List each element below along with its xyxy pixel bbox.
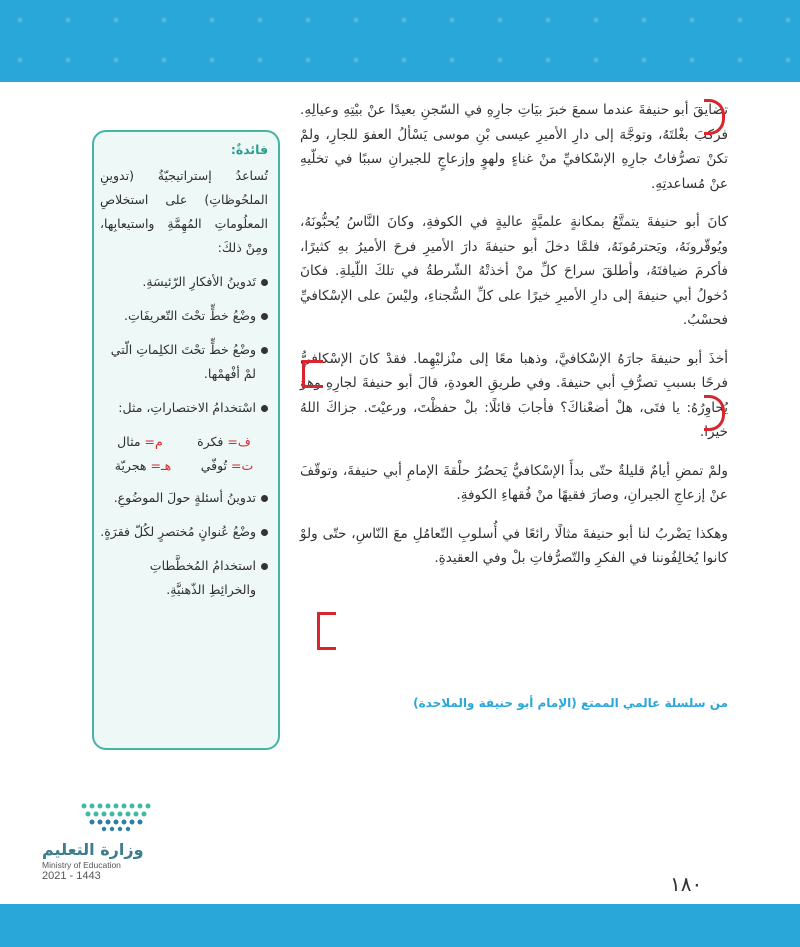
abbreviation xyxy=(115,454,171,478)
tip-item: تَدوينُ الأفكارِ الرّئيسَةِ. xyxy=(100,270,268,294)
tip-item: استخدامُ المُخطَّطاتِ والخرائِطِ الذّهنيَّةِ. xyxy=(100,554,268,602)
paragraph-4: ولمْ تمضِ أيامٌ قليلةٌ حتّى بدأَ الإسْكافيُّ يَحضُرُ حلْقةَ الإمامِ أبي حنيفةَ، وتوقّفَ عنْ إزعاجِ الجيرانِ، وصارَ فقيهًا منْ فُقهاءِ الكوفةِ. xyxy=(300,462,728,503)
tips-list xyxy=(100,270,268,602)
edition-years: 2021 - 1443 xyxy=(42,870,101,882)
abbreviations-examples xyxy=(100,430,268,478)
sidebar-intro: تُساعدُ إستراتيجيّةُ (تدوينِ الملحُوظاتِ) على استخلاصِ المعلُوماتِ المُهِمَّةِ واستيعابِها، ومِنْ ذلكَ: xyxy=(100,168,268,255)
abbreviation-row xyxy=(100,430,268,454)
ministry-logo-icon xyxy=(78,800,158,832)
abbreviation xyxy=(201,454,254,478)
bottom-footer-band xyxy=(0,904,800,947)
page-number: ١٨٠ xyxy=(670,872,703,896)
abbreviation-key: ت= xyxy=(231,458,254,473)
abbreviation-value: تُوفّي xyxy=(200,458,228,473)
story-text xyxy=(300,98,728,585)
top-header-band xyxy=(0,0,800,82)
ministry-logo xyxy=(30,800,170,890)
paragraph-1: تضايقَ أبو حنيفةَ عندما سمعَ خبرَ بيَاتِ جارِهِ في السّجنِ بعيدًا عنْ بيْتِهِ وعيالِهِ. فركبَ بغْلتَهُ، وتوجَّهَ إلى دارِ الأميرِ عيسى بْنِ موسى يَسْألُ العفوَ للجارِ، ولمْ تكنْ تصرُّفاتُ جارِهِ الإسْكافيِّ منْ غناءٍ ولهوٍ وإزعاجٍ للجيرانِ سببًا في تخلّيهِ عنْ مُساعدتِهِ. xyxy=(300,102,728,192)
tip-item: اسْتخدامُ الاختصاراتِ، مثل: xyxy=(100,396,268,420)
ministry-name-arabic: وزارة التعليم xyxy=(42,840,144,859)
tip-item: وضْعُ عُنوانٍ مُختصرٍ لكُلّ فقرَةٍ. xyxy=(100,520,268,544)
abbreviation-value: مثال xyxy=(117,434,141,449)
tip-item: وضْعُ خطٍّ تحْتَ التّعريفَاتِ. xyxy=(100,304,268,328)
paragraph-3: أخذَ أبو حنيفةَ جارَهُ الإسْكافيَّ، وذهبا معًا إلى منْزليْهِما. فقدْ كانَ الإسْكافيُّ فرحًا بسببِ تصرُّفِ أبي حنيفةَ. وفي طريقِ العودةِ، قالَ أبو حنيفةَ لجارِهِ وهوَ يُحاوِرُهُ: يا فتَى، هلْ أضعْناكَ؟ فأجابَ قائلًا: بلْ حفظْتَ، ورعيْتَ. جزاكَ اللهُ خيرًا. xyxy=(300,350,728,440)
ministry-name-english: Ministry of Education xyxy=(42,860,121,870)
source-citation: من سلسلة عالمي الممتع (الإمام أبو حنيفة والملاحدة) xyxy=(413,696,728,710)
abbreviation xyxy=(197,430,251,454)
paragraph-5: وهكذا يَضْربُ لنا أبو حنيفةَ مثالًا رائعًا في أُسلوبِ التّعامُلِ معَ النّاسِ، حتّى ولوْ كانوا يُخالِفُوننا في الفكرِ والتّصرُّفاتِ بلْ وفي العقيدةِ. xyxy=(300,525,728,566)
paragraph-end-bracket xyxy=(317,612,336,650)
tip-item: تدوينُ أسئلةٍ حولَ الموضُوعِ. xyxy=(100,486,268,510)
sidebar-title: فائدةٌ: xyxy=(230,142,268,157)
abbreviation-key: م= xyxy=(144,434,163,449)
tip-item: وضْعُ خطٍّ تحْتَ الكلِماتِ الّتي لمْ أفْهمْها. xyxy=(100,338,268,386)
abbreviation-value: هجريّة xyxy=(114,458,147,473)
paragraph-end-bracket xyxy=(302,360,323,388)
abbreviation-value: فكرة xyxy=(197,434,224,449)
abbreviation-key: ف= xyxy=(227,434,251,449)
paragraph-2: كانَ أبو حنيفةَ يتمتَّعُ بمكانةٍ علميَّةٍ عاليةٍ في الكوفةِ، وكانَ النَّاسُ يُحبُّونَهُ، ويُوقّرونَهُ، ويَحترمُونَهُ، فلمَّا دخلَ أبو حنيفةَ دارَ الأميرِ فرحَ الأميرُ بهِ كثيرًا، فأكرمَ ضيافتَهُ، وأطلقَ سراحَ كلِّ منْ أخذتْهُ الشّرطةُ في تلكَ اللّيلةِ. فكانَ دُخولُ أبي حنيفةَ إلى دارِ الأميرِ خيرًا على كلِّ السُّجناءِ، وليْسَ على الإسْكافيِّ فحسْبُ. xyxy=(300,214,728,328)
abbreviation-row xyxy=(100,454,268,478)
abbreviation xyxy=(117,430,163,454)
tip-sidebar xyxy=(92,130,280,750)
abbreviation-key: هـ= xyxy=(150,458,172,473)
decorative-pattern xyxy=(0,0,800,82)
